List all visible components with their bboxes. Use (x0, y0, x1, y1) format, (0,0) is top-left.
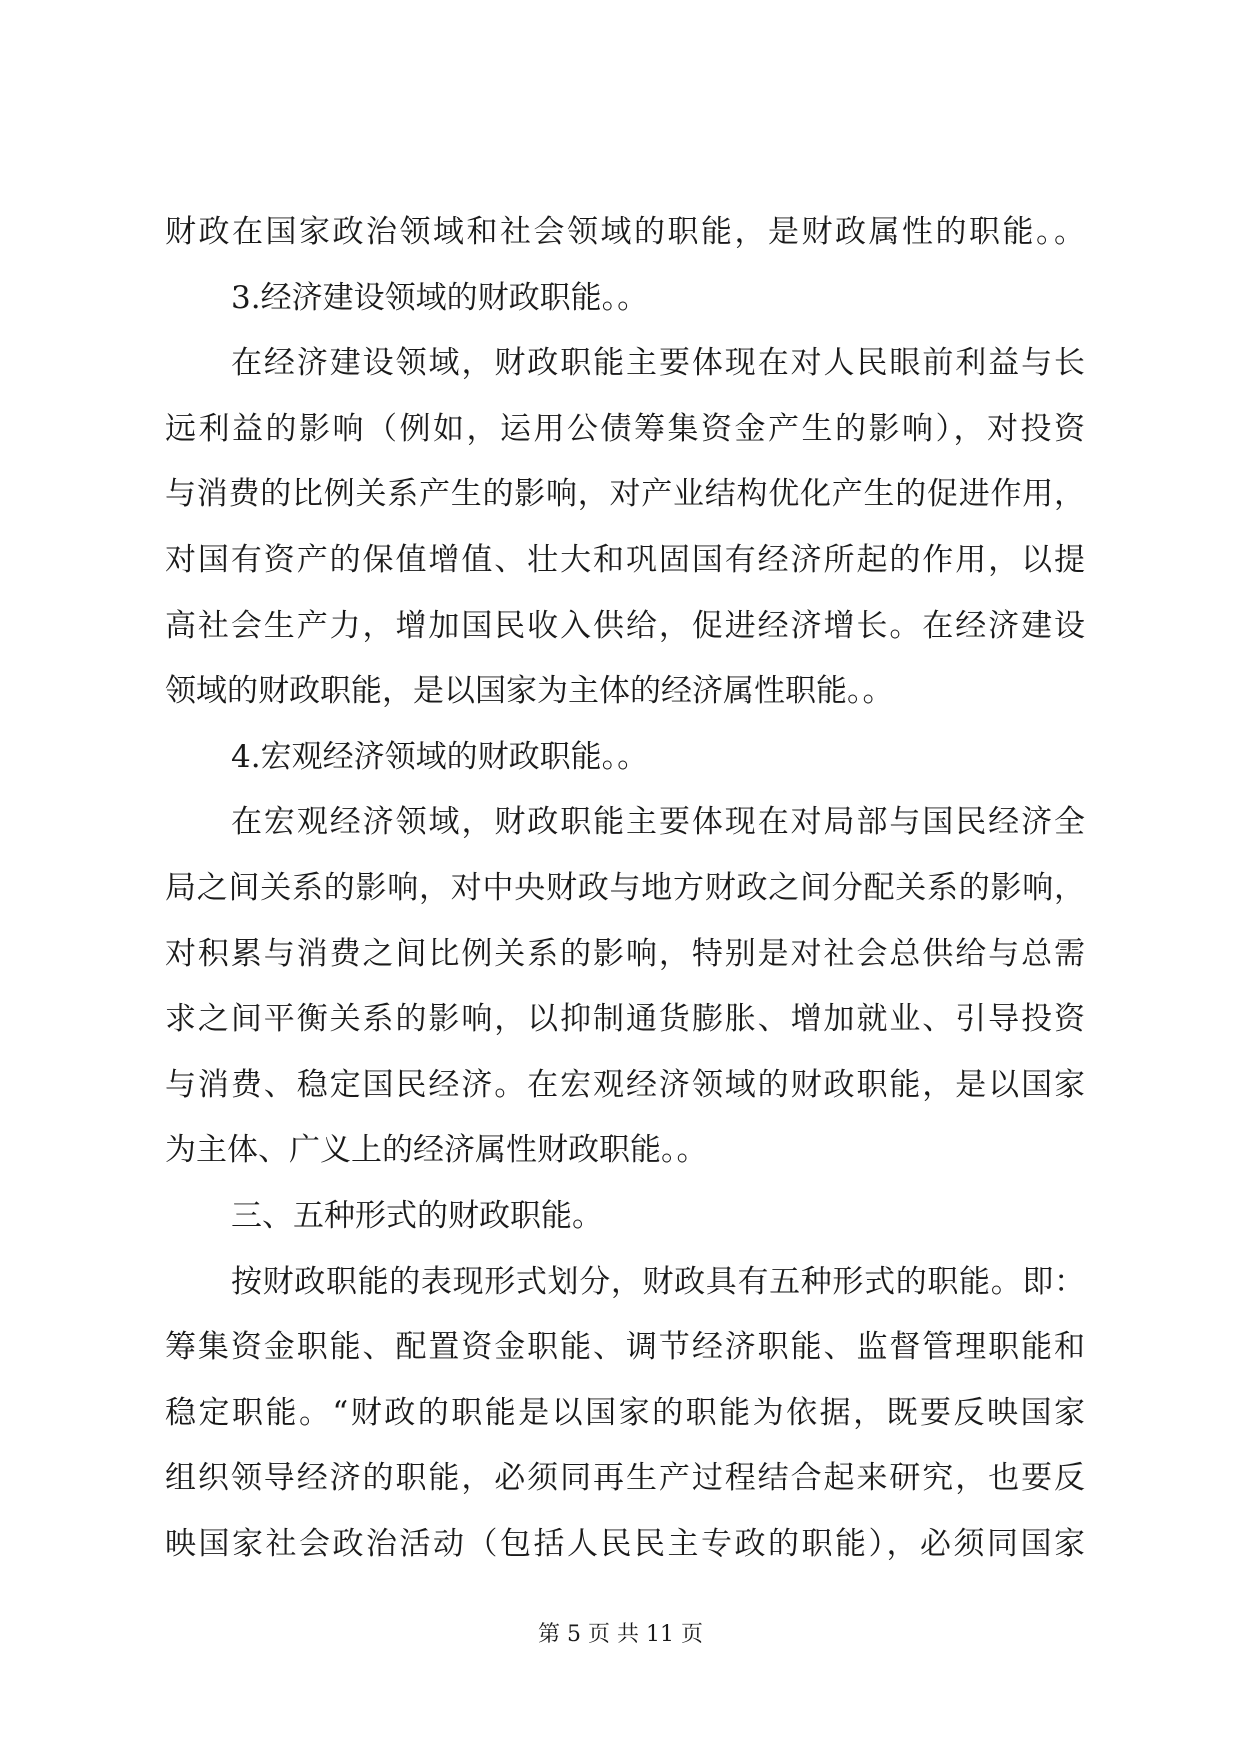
text-line: 在宏观经济领域，财政职能主要体现在对局部与国民经济全 (231, 804, 1085, 841)
text-line: 按财政职能的表现形式划分，财政具有五种形式的职能。即： (231, 1263, 1085, 1300)
page-number-footer: 第 5 页 共 11 页 (538, 1622, 703, 1647)
text-line: 财政在国家政治领域和社会领域的职能，是财政属性的职能。。 (165, 214, 1085, 250)
body-text (165, 200, 1085, 1577)
text-line: 稳定职能。“财政的职能是以国家的职能为依据，既要反映国家 (165, 1394, 1085, 1431)
text-line: 组织领导经济的职能，必须同再生产过程结合起来研究，也要反 (165, 1460, 1085, 1497)
text-line: 对国有资产的保值增值、壮大和巩固国有经济所起的作用，以提 (165, 541, 1085, 578)
section-heading: 4.宏观经济领域的财政职能。。 (231, 738, 649, 775)
text-line: 映国家社会政治活动（包括人民民主专政的职能），必须同国家 (165, 1525, 1085, 1562)
text-line: 对积累与消费之间比例关系的影响，特别是对社会总供给与总需 (165, 935, 1085, 972)
text-line: 局之间关系的影响，对中央财政与地方财政之间分配关系的影响， (165, 869, 1085, 906)
section-heading: 3.经济建设领域的财政职能。。 (231, 279, 649, 316)
text-line: 与消费、稳定国民经济。在宏观经济领域的财政职能，是以国家 (165, 1066, 1085, 1103)
text-line: 筹集资金职能、配置资金职能、调节经济职能、监督管理职能和 (165, 1329, 1085, 1366)
text-line: 高社会生产力，增加国民收入供给，促进经济增长。在经济建设 (165, 607, 1085, 644)
text-line: 求之间平衡关系的影响，以抑制通货膨胀、增加就业、引导投资 (165, 1001, 1085, 1038)
text-line: 与消费的比例关系产生的影响，对产业结构优化产生的促进作用， (165, 476, 1085, 513)
text-line: 远利益的影响（例如，运用公债筹集资金产生的影响），对投资 (165, 410, 1085, 447)
text-line: 在经济建设领域，财政职能主要体现在对人民眼前利益与长 (231, 345, 1085, 382)
text-line: 为主体、广义上的经济属性财政职能。。 (165, 1132, 708, 1169)
text-line: 领域的财政职能，是以国家为主体的经济属性职能。。 (165, 673, 894, 710)
section-heading: 三、五种形式的财政职能。 (231, 1197, 603, 1234)
